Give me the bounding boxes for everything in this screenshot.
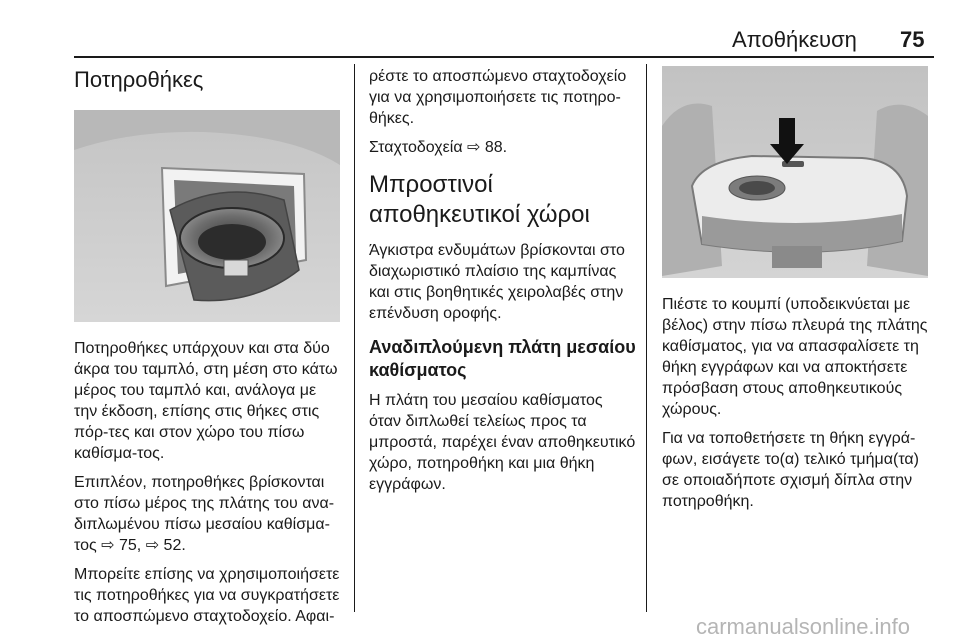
arrow-shaft [779, 118, 795, 148]
right-column [662, 66, 936, 520]
cupholders-paragraph-2: Επιπλέον, ποτηροθήκες βρίσκονται στο πίσω μέρος της πλάτης του ανα-διπλωμένου πίσω μεσαίου καθίσμα-τος ⇨ 75, ⇨ 52. [74, 474, 335, 554]
cupholders-paragraph-3: Μπορείτε επίσης να χρησιμοποιήσετε τις ποτηροθήκες για να συγκρατήσετε το αποσπώμενο σταχτοδοχείο. Αφαι- [74, 566, 340, 625]
cupholder-photo [74, 110, 340, 322]
seatback-paragraph-1: Πιέστε το κουμπί (υποδεικνύεται με βέλος) στην πίσω πλευρά της πλάτης καθίσματος, για να απασφαλίσετε τη θήκη εγγράφων και να αποκτήσετε πρόσβαση στους αποθηκευτικούς χώρους. [662, 296, 928, 418]
middle-column [369, 66, 637, 503]
page-number: 75 [900, 27, 925, 52]
continued-paragraph: ρέστε το αποσπώμενο σταχτοδοχείο για να χρησιμοποιήσετε τις ποτηρο-θήκες. [369, 68, 627, 127]
column-divider-right [646, 64, 647, 612]
left-column [74, 66, 340, 635]
section-heading-front-storage: Μπροστινοί αποθηκευτικοί χώροι [369, 171, 590, 228]
seatback-storage-photo [662, 66, 928, 278]
watermark-footer: carmanualsonline.info [696, 614, 911, 639]
ashtray-reference: Σταχτοδοχεία ⇨ 88. [369, 139, 508, 156]
subheading-folding-seatback: Αναδιπλούμενη πλάτη μεσαίου καθίσματος [369, 337, 636, 380]
header-rule [74, 56, 934, 58]
cupholders-paragraph-1: Ποτηροθήκες υπάρχουν και στα δύο άκρα του ταμπλό, στη μέση στο κάτω μέρος του ταμπλό και, ανάλογα με την έκδοση, επίσης στις θήκες στις πόρ-τες και στον χώρο του πίσω καθίσμα-τος. [74, 340, 338, 462]
front-storage-paragraph: Άγκιστρα ενδυμάτων βρίσκονται στο διαχωριστικό πλαίσιο της καμπίνας και στις βοηθητικές χειρολαβές στην επένδυση οροφής. [369, 242, 625, 322]
folding-seatback-paragraph: Η πλάτη του μεσαίου καθίσματος όταν διπλωθεί τελείως προς τα μπροστά, παρέχει έναν αποθηκευτικό χώρο, ποτηροθήκη και μια θήκη εγγράφων. [369, 392, 636, 493]
section-heading-cupholders: Ποτηροθήκες [74, 67, 204, 92]
column-divider-left [354, 64, 355, 612]
seatback-paragraph-2: Για να τοποθετήσετε τη θήκη εγγρά-φων, εισάγετε το(α) τελικό τμήμα(τα) σε οποιαδήποτε σχισμή δίπλα στην ποτηροθήκη. [662, 430, 920, 510]
running-header-title: Αποθήκευση [732, 27, 857, 52]
